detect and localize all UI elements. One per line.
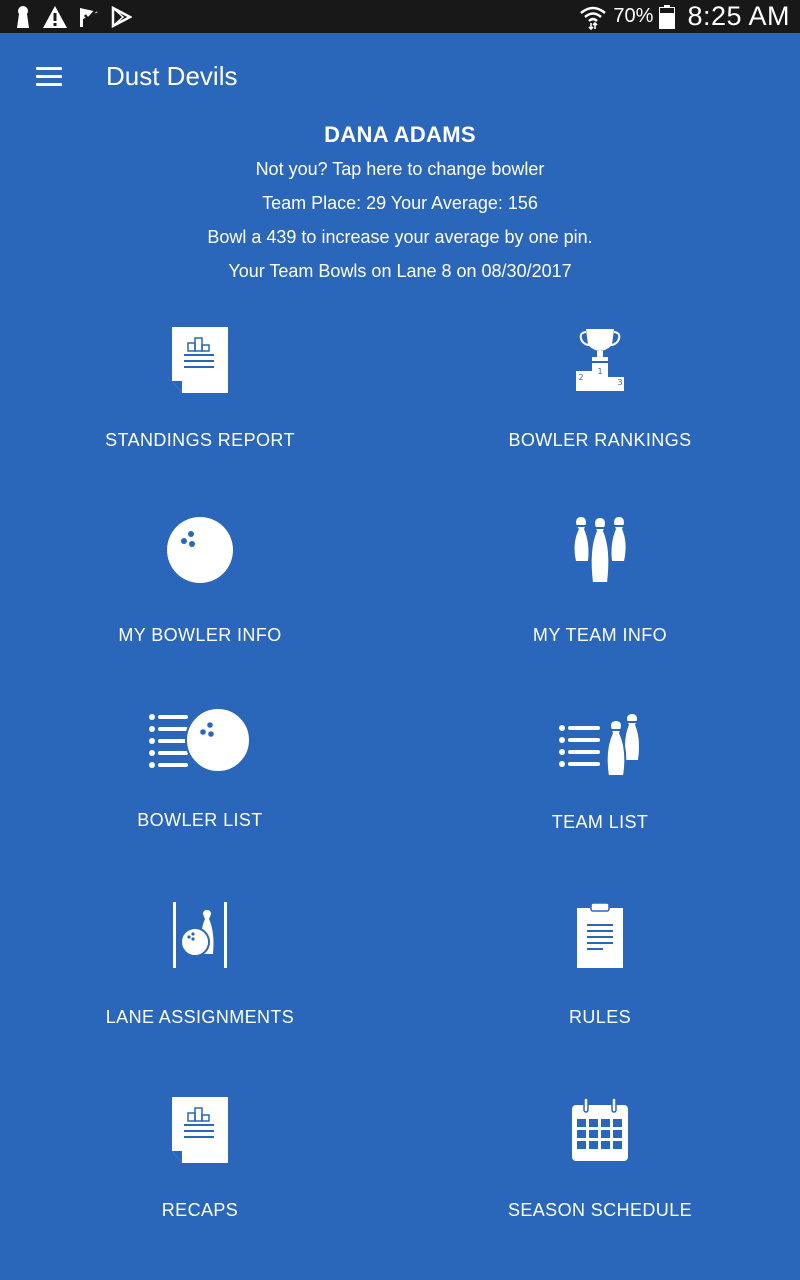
menu-my-team-info[interactable] xyxy=(400,495,800,685)
bowler-info xyxy=(0,118,800,294)
menu-label: BOWLER RANKINGS xyxy=(508,430,692,450)
clock: 8:25 AM xyxy=(687,1,790,31)
menu-recaps[interactable] xyxy=(0,1080,400,1270)
menu-lane-assignments[interactable] xyxy=(0,885,400,1075)
menu-label: BOWLER LIST xyxy=(137,810,263,830)
status-left-icons xyxy=(14,5,132,29)
menu-standings-report[interactable] xyxy=(0,300,400,490)
team-place-average: Team Place: 29 Your Average: 156 xyxy=(262,193,538,213)
change-bowler-link[interactable]: Not you? Tap here to change bowler xyxy=(255,159,545,179)
battery-icon xyxy=(659,5,675,29)
standings-report-icon xyxy=(170,325,230,395)
bowling-pins-icon xyxy=(570,515,630,585)
menu-label: MY TEAM INFO xyxy=(532,625,668,645)
status-right xyxy=(579,1,790,32)
svg-text:3: 3 xyxy=(617,378,623,387)
menu-season-schedule[interactable] xyxy=(400,1080,800,1270)
bowler-list-icon xyxy=(148,707,252,773)
menu-bowler-rankings[interactable] xyxy=(400,300,800,490)
calendar-icon xyxy=(570,1095,630,1165)
app-title: Dust Devils xyxy=(106,61,238,91)
wifi-icon xyxy=(579,4,607,30)
play-store-icon xyxy=(110,6,132,28)
menu-label: SEASON SCHEDULE xyxy=(507,1200,693,1220)
check-flag-icon xyxy=(78,6,100,28)
warning-icon xyxy=(42,5,68,29)
menu-label: RULES xyxy=(568,1007,632,1027)
status-bar xyxy=(0,0,800,33)
svg-text:1: 1 xyxy=(597,367,603,376)
lane-icon xyxy=(170,900,230,970)
menu-my-bowler-info[interactable] xyxy=(0,495,400,685)
menu-bowler-list[interactable] xyxy=(0,690,400,880)
menu-label: STANDINGS REPORT xyxy=(105,430,295,450)
clipboard-icon xyxy=(575,900,625,970)
menu-rules[interactable] xyxy=(400,885,800,1075)
average-increase-hint: Bowl a 439 to increase your average by one pin. xyxy=(207,227,593,247)
menu-label: RECAPS xyxy=(161,1200,239,1220)
lane-assignment-line: Your Team Bowls on Lane 8 on 08/30/2017 xyxy=(228,261,572,281)
keyhole-icon xyxy=(14,5,32,29)
menu-team-list[interactable] xyxy=(400,690,800,880)
menu-label: LANE ASSIGNMENTS xyxy=(105,1007,295,1027)
svg-text:2: 2 xyxy=(578,373,584,382)
app-bar xyxy=(0,33,800,121)
bowling-ball-icon xyxy=(165,515,235,585)
hamburger-menu-icon[interactable] xyxy=(36,67,62,87)
menu-label: MY BOWLER INFO xyxy=(118,625,282,645)
trophy-podium-icon xyxy=(570,325,630,395)
bowler-name: DANA ADAMS xyxy=(324,122,476,147)
menu-label: TEAM LIST xyxy=(551,812,649,832)
team-list-icon xyxy=(558,712,642,778)
battery-percent: 70% xyxy=(613,5,654,27)
recaps-report-icon xyxy=(170,1095,230,1165)
